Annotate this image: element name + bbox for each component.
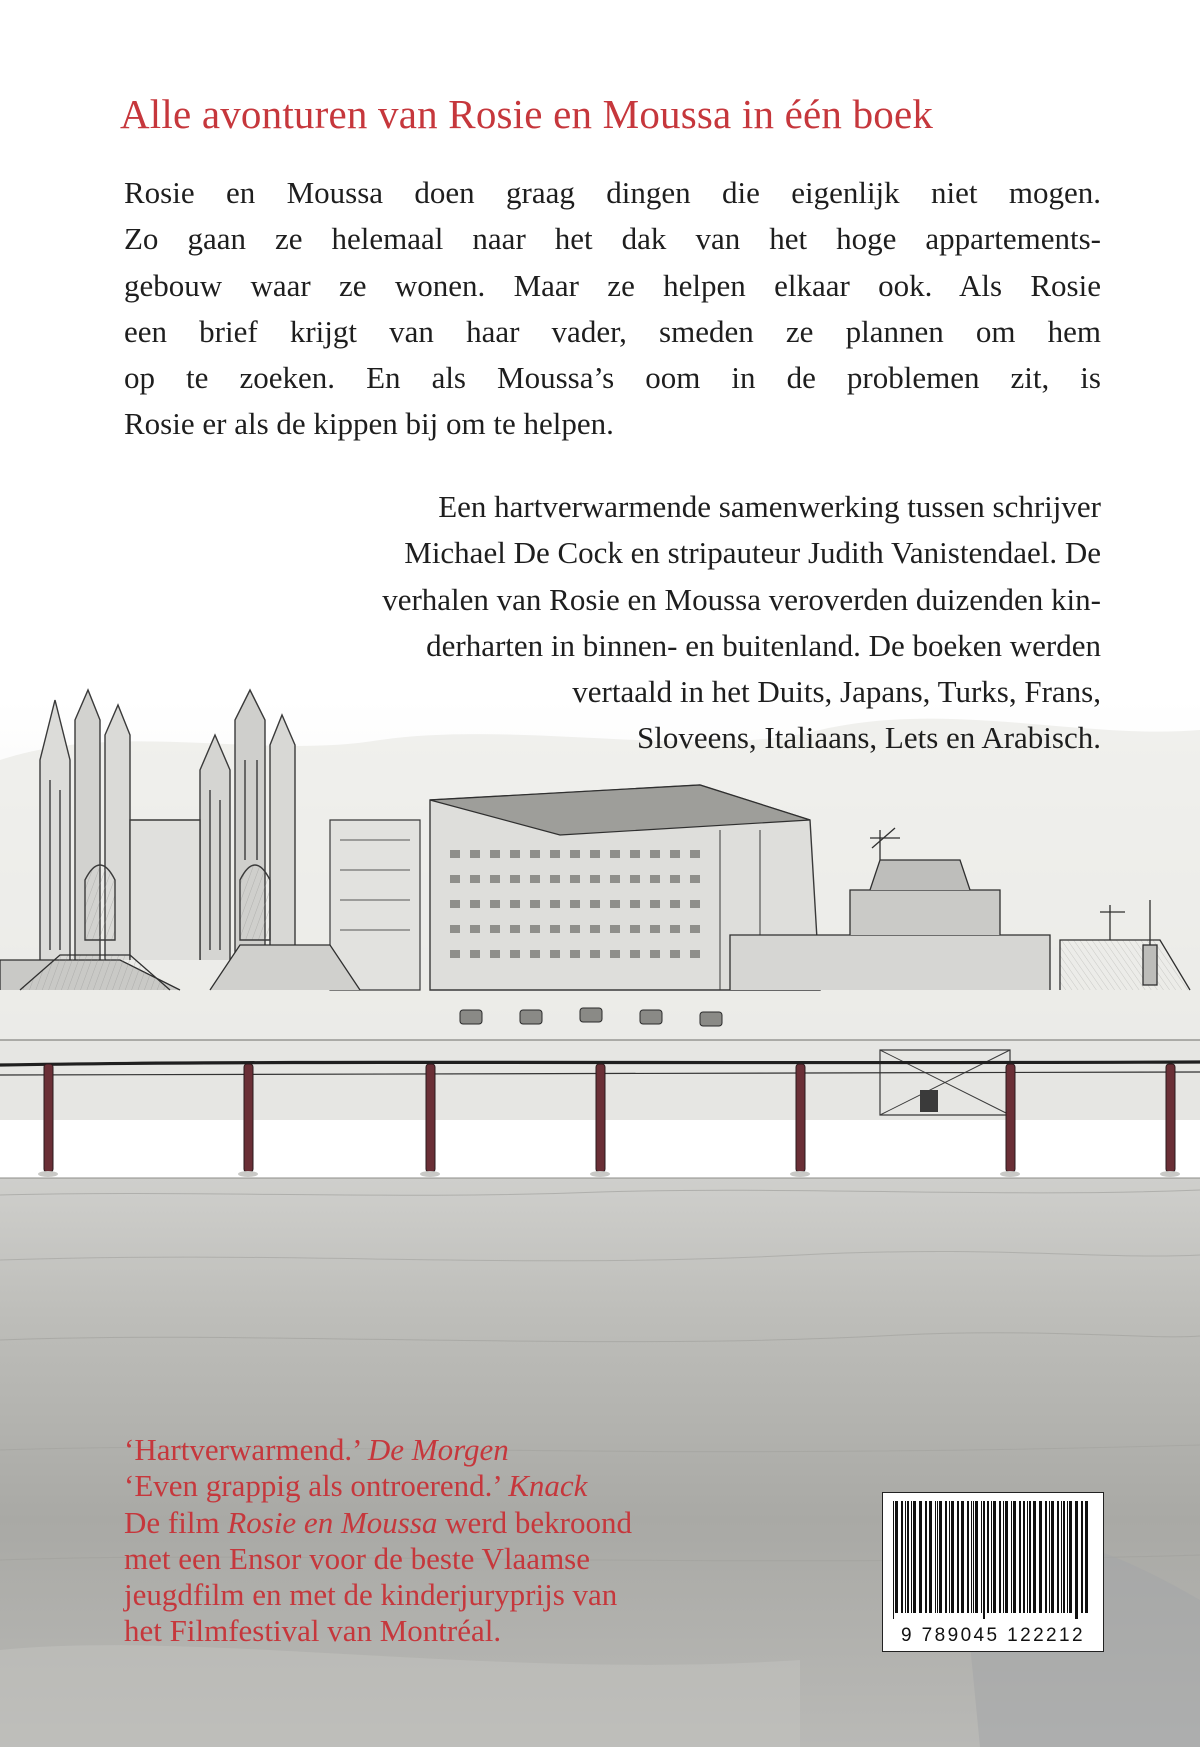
barcode-bar <box>949 1501 950 1613</box>
barcode-bar <box>1049 1501 1050 1613</box>
cover-title: Alle avonturen van Rosie en Moussa in één boek <box>120 91 934 137</box>
barcode-bar <box>999 1501 1001 1613</box>
synopsis-line: Rosie er als de kippen bij om te helpen. <box>124 406 614 442</box>
barcode-bar <box>907 1501 909 1613</box>
collaboration-line: Een hartverwarmende samenwerking tussen schrijver <box>438 489 1101 524</box>
barcode-bar <box>937 1501 938 1613</box>
synopsis-line: Rosie en Moussa doen graag dingen die eigenlijk niet mogen. <box>124 175 1101 210</box>
barcode-bar <box>1027 1501 1028 1613</box>
barcode-bar <box>925 1501 927 1613</box>
barcode-bar <box>993 1501 996 1613</box>
barcode-bar <box>905 1501 906 1613</box>
barcode-bar <box>1023 1501 1025 1613</box>
isbn-barcode <box>882 1492 1104 1652</box>
award-line: het Filmfestival van Montréal. <box>124 1613 502 1649</box>
barcode-bar <box>951 1501 954 1613</box>
barcode-bar <box>895 1501 898 1613</box>
film-award-line <box>124 1505 804 1541</box>
press-quotes <box>124 1432 804 1650</box>
award-line: jeugdfilm en met de kinderjuryprijs van <box>124 1577 618 1613</box>
collaboration-line: Michael De Cock en stripauteur Judith Vanistendael. De <box>404 535 1101 571</box>
barcode-bar <box>971 1501 972 1613</box>
press-quote-2 <box>124 1468 804 1504</box>
barcode-bar <box>975 1501 978 1613</box>
barcode-bar <box>1045 1501 1047 1613</box>
barcode-bar <box>991 1501 992 1613</box>
quote-source: De Morgen <box>367 1432 509 1467</box>
film-suffix: werd bekroond <box>445 1504 632 1540</box>
quote-text: ‘Even grappig als ontroerend.’ <box>124 1468 501 1504</box>
barcode-bar <box>1029 1501 1031 1613</box>
barcode-bar <box>1033 1501 1036 1613</box>
collaboration-line: Sloveens, Italiaans, Lets en Arabisch. <box>636 720 1101 756</box>
barcode-bar <box>1011 1501 1012 1613</box>
barcode-bar <box>1069 1501 1072 1613</box>
barcode-bar <box>1051 1501 1054 1613</box>
barcode-bar <box>945 1501 947 1613</box>
quote-source: Knack <box>508 1468 588 1504</box>
barcode-bar <box>973 1501 974 1613</box>
barcode-bar <box>939 1501 942 1613</box>
barcode-bar <box>911 1501 912 1613</box>
synopsis-line: op te zoeken. En als Moussa’s oom in de problemen zit, is <box>124 360 1101 396</box>
synopsis-line: een brief krijgt van haar vader, smeden ze plannen om hem <box>124 313 1101 349</box>
barcode-bar <box>1039 1501 1042 1613</box>
barcode-bar <box>987 1501 989 1613</box>
press-quote-1 <box>124 1432 804 1468</box>
synopsis-line: gebouw waar ze wonen. Maar ze helpen elkaar ook. Als Rosie <box>124 267 1101 303</box>
barcode-bar <box>961 1501 964 1613</box>
isbn-number: 9 789045 122212 <box>901 1625 1085 1646</box>
synopsis-paragraph <box>124 170 1101 448</box>
film-prefix: De film <box>124 1504 220 1540</box>
barcode-bar <box>1013 1501 1016 1613</box>
barcode-bar <box>1063 1501 1065 1613</box>
film-title: Rosie en Moussa <box>227 1504 438 1540</box>
barcode-bar <box>1075 1501 1078 1619</box>
barcode-bar <box>1067 1501 1068 1613</box>
barcode-bar <box>1003 1501 1004 1613</box>
barcode-bar <box>1005 1501 1008 1613</box>
barcode-bar <box>1085 1501 1088 1613</box>
barcode-bar <box>1081 1501 1083 1613</box>
barcode-bar <box>1019 1501 1021 1613</box>
synopsis-line: Zo gaan ze helemaal naar het dak van het hoge appartements- <box>124 221 1101 257</box>
barcode-bar <box>1057 1501 1059 1613</box>
barcode-bar <box>1061 1501 1062 1613</box>
barcode-bar <box>913 1501 916 1613</box>
award-line: met een Ensor voor de beste Vlaamse <box>124 1540 590 1576</box>
barcode-bar <box>901 1501 903 1613</box>
collaboration-line: verhalen van Rosie en Moussa veroverden duizenden kin- <box>382 581 1101 617</box>
collaboration-line: derharten in binnen- en buitenland. De boeken werden <box>426 627 1101 663</box>
barcode-icon <box>891 1501 1095 1619</box>
collaboration-line: vertaald in het Duits, Japans, Turks, Frans, <box>572 674 1101 710</box>
quote-text: ‘Hartverwarmend.’ <box>124 1432 361 1467</box>
barcode-bar <box>919 1501 922 1613</box>
barcode-bar <box>929 1501 932 1613</box>
barcode-bar <box>967 1501 969 1613</box>
barcode-bar <box>983 1501 985 1619</box>
barcode-bar <box>981 1501 982 1613</box>
barcode-bar <box>957 1501 959 1613</box>
barcode-bar <box>893 1501 894 1619</box>
barcode-bar <box>935 1501 936 1613</box>
collaboration-paragraph <box>330 484 1101 762</box>
